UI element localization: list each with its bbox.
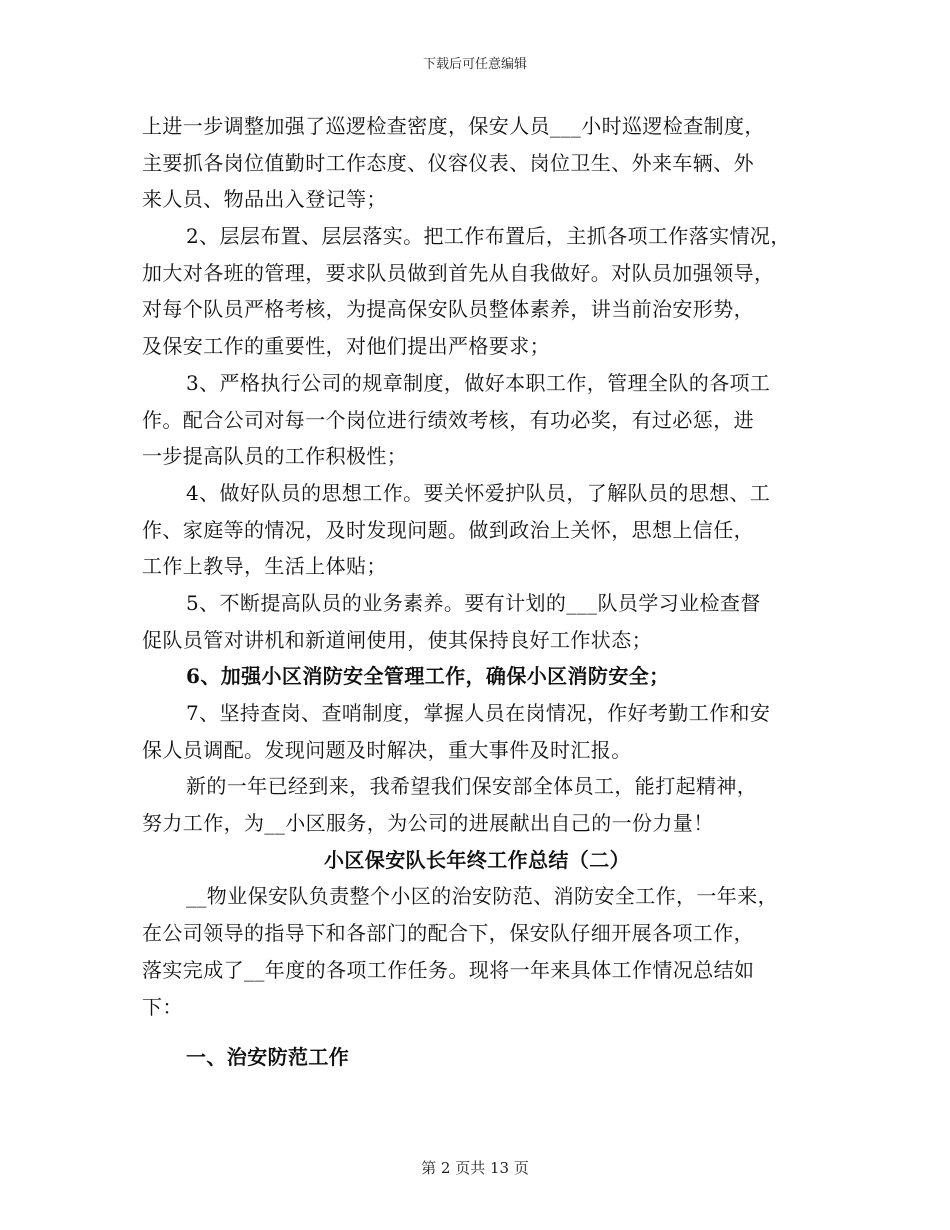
paragraph-line: 及保安工作的重要性，对他们提出严格要求；: [142, 334, 550, 359]
paragraph-line: 4、做好队员的思想工作。要关怀爱护队员，了解队员的思想、工: [186, 480, 771, 505]
paragraph-line: 上进一步调整加强了巡逻检查密度，保安人员___小时巡逻检查制度，: [142, 114, 765, 138]
paragraph-line: 下：: [142, 994, 183, 1019]
section-title: 小区保安队长年终工作总结（二）: [324, 847, 630, 872]
document-body: [142, 108, 812, 1076]
paragraph-line: 7、坚持查岗、查哨制度，掌握人员在岗情况，作好考勤工作和安: [186, 701, 771, 725]
paragraph-line: 在公司领导的指导下和各部门的配合下，保安队仔细开展各项工作，: [142, 921, 754, 946]
paragraph-line: 3、严格执行公司的规章制度，做好本职工作，管理全队的各项工: [186, 370, 771, 395]
paragraph-line: 努力工作，为__小区服务，为公司的进展献出自己的一份力量！: [142, 811, 714, 836]
bold-item-line: 6、加强小区消防安全管理工作，确保小区消防安全；: [186, 664, 670, 689]
paragraph-line: 落实完成了__年度的各项工作任务。现将一年来具体工作情况总结如: [142, 957, 755, 982]
subsection-heading: 一、治安防范工作: [186, 1045, 350, 1070]
page-footer: 第 2 页共 13 页: [421, 1159, 529, 1177]
paragraph-line: 一步提高队员的工作积极性；: [142, 444, 408, 469]
paragraph-line: 5、不断提高队员的业务素养。要有计划的___队员学习业检查督: [186, 590, 761, 615]
paragraph-line: 作、家庭等的情况，及时发现问题。做到政治上关怀，思想上信任，: [142, 517, 754, 542]
paragraph-line: 促队员管对讲机和新道闸使用，使其保持良好工作状态；: [142, 627, 652, 652]
paragraph-line: 保人员调配。发现问题及时解决，重大事件及时汇报。: [142, 737, 632, 762]
paragraph-line: 加大对各班的管理，要求队员做到首先从自我做好。对队员加强领导，: [142, 260, 775, 285]
paragraph-line: 2、层层布置、层层落实。把工作布置后，主抓各项工作落实情况，: [186, 224, 791, 249]
paragraph-line: 对每个队员严格考核，为提高保安队员整体素养，讲当前治安形势，: [142, 297, 754, 322]
page-header: 下载后可任意编辑: [422, 57, 527, 72]
paragraph-line: __物业保安队负责整个小区的治安防范、消防安全工作，一年来，: [186, 884, 778, 909]
paragraph-line: 工作上教导，生活上体贴；: [142, 554, 387, 579]
paragraph-line: 主要抓各岗位值勤时工作态度、仪容仪表、岗位卫生、外来车辆、外: [142, 150, 754, 175]
paragraph-line: 新的一年已经到来，我希望我们保安部全体员工，能打起精神，: [186, 774, 758, 799]
paragraph-line: 来人员、物品出入登记等；: [142, 187, 387, 212]
paragraph-line: 作。配合公司对每一个岗位进行绩效考核，有功必奖，有过必惩，进: [142, 407, 754, 432]
